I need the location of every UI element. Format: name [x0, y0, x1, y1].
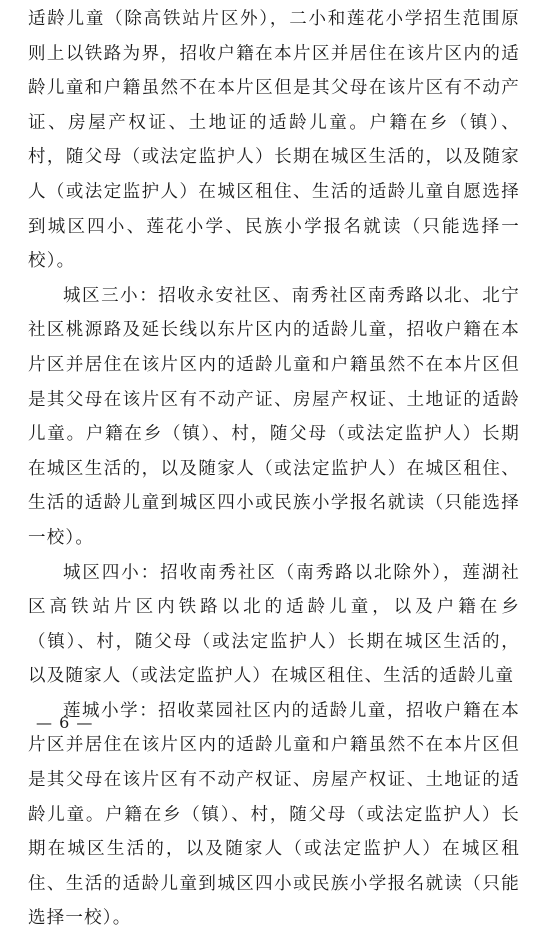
paragraph-school-4: 城区四小：招收南秀社区（南秀路以北除外），莲湖社区高铁站片区内铁路以北的适龄儿童，以及户籍在乡（镇）、村，随父母（或法定监护人）长期在城区生活的，以及随家人（或法定监护人）在城区租住、生活的适龄儿童: [28, 562, 520, 687]
paragraph-continued: 适龄儿童（除高铁站片区外），二小和莲花小学招生范围原则上以铁路为界，招收户籍在本片区并居住在该片区内的适龄儿童和户籍虽然不在本片区但是其父母在该片区有不动产证、房屋产权证、土地证的适龄儿童。户籍在乡（镇）、村，随父母（或法定监护人）长期在城区生活的，以及随家人（或法定监护人）在城区租住、生活的适龄儿童自愿选择到城区四小、莲花小学、民族小学报名就读（只能选择一校）。: [28, 9, 520, 272]
page-number: — 6 —: [36, 713, 94, 732]
paragraph-liancheng-school: 莲城小学：招收菜园社区内的适龄儿童，招收户籍在本片区并居住在该片区内的适龄儿童和户籍虽然不在本片区但是其父母在该片区有不动产权证、房屋产权证、土地证的适龄儿童。户籍在乡（镇）、村，随父母（或法定监护人）长期在城区生活的，以及随家人（或法定监护人）在城区租住、生活的适龄儿童到城区四小或民族小学报名就读（只能选择一校）。: [28, 700, 520, 929]
document-body: [28, 2, 520, 936]
paragraph-school-3: 城区三小：招收永安社区、南秀社区南秀路以北、北宁社区桃源路及延长线以东片区内的适龄儿童，招收户籍在本片区并居住在该片区内的适龄儿童和户籍虽然不在本片区但是其父母在该片区有不动产证、房屋产权证、土地证的适龄儿童。户籍在乡（镇）、村，随父母（或法定监护人）长期在城区生活的，以及随家人（或法定监护人）在城区租住、生活的适龄儿童到城区四小或民族小学报名就读（只能选择一校）。: [28, 285, 520, 548]
